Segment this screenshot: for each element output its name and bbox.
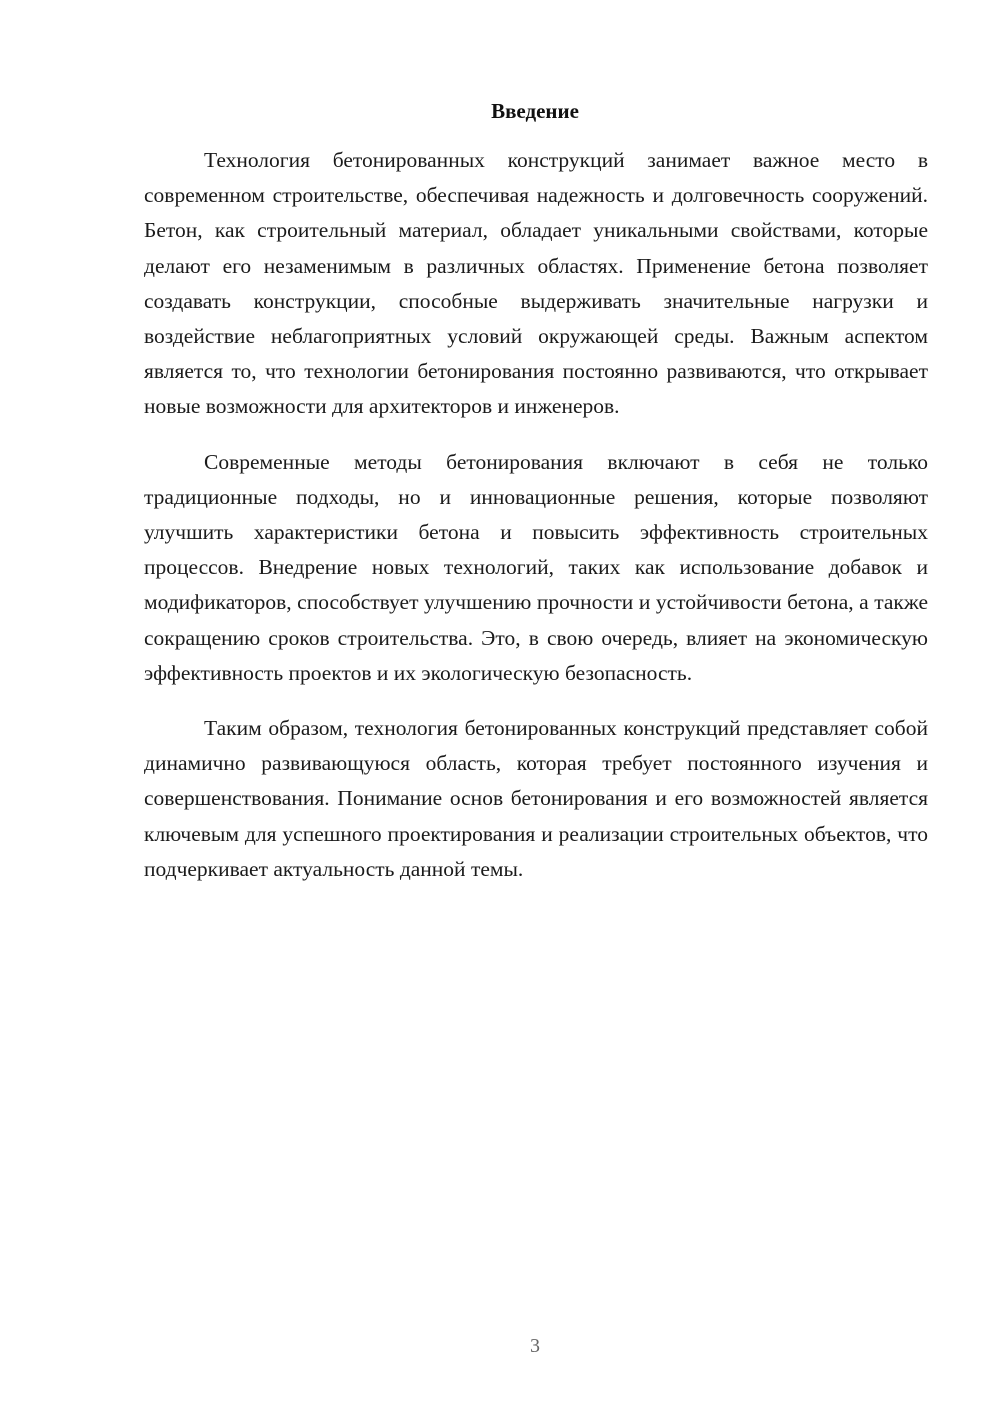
paragraph-3: Таким образом, технология бетонированных конструкций представляет собой динамично развивающуюся область, которая требует постоянного изучения и совершенствования. Понимание основ бетонирования и его возможностей является ключевым для успешного проектирования и реализации строительных объектов, что подчеркивает актуальность данной темы.	[144, 716, 928, 881]
body-text	[144, 143, 928, 907]
page-title: Введение	[491, 99, 579, 123]
paragraph-1: Технология бетонированных конструкций занимает важное место в современном строительстве, обеспечивая надежность и долговечность сооружений. Бетон, как строительный материал, обладает уникальными свойствами, которые делают его незаменимым в различных областях. Применение бетона позволяет создавать конструкции, способные выдерживать значительные нагрузки и воздействие неблагоприятных условий окружающей среды. Важным аспектом является то, что технологии бетонирования постоянно развиваются, что открывает новые возможности для архитекторов и инженеров.	[144, 148, 928, 419]
paragraph-2: Современные методы бетонирования включают в себя не только традиционные подходы, но и инновационные решения, которые позволяют улучшить характеристики бетона и повысить эффективность строительных процессов. Внедрение новых технологий, таких как использование добавок и модификаторов, способствует улучшению прочности и устойчивости бетона, а также сокращению сроков строительства. Это, в свою очередь, влияет на экономическую эффективность проектов и их экологическую безопасность.	[144, 449, 928, 685]
page-number: 3	[530, 1335, 540, 1357]
